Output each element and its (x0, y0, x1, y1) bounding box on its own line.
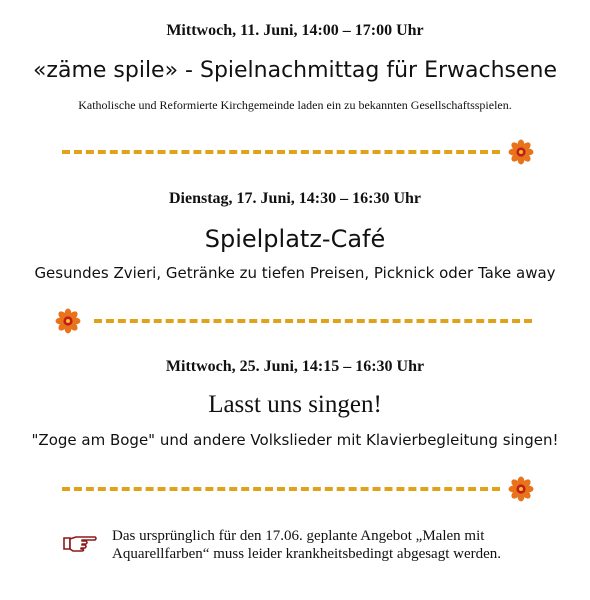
event-1-date: Mittwoch, 11. Juni, 14:00 – 17:00 Uhr (166, 22, 424, 39)
event-1-title: «zäme spile» - Spielnachmittag für Erwachsene (32, 58, 558, 83)
event-3-title: Lasst uns singen! (208, 391, 382, 418)
separator-3 (62, 487, 500, 491)
cancellation-notice: Das ursprünglich für den 17.06. geplante Angebot „Malen mit Aquarellfarben“ muss leider krankheitsbedingt abgesagt werden. (112, 528, 502, 562)
separator-2 (94, 319, 532, 323)
pointing-hand-icon (62, 533, 98, 553)
event-3-description: "Zoge am Boge" und andere Volkslieder mit Klavierbegleitung singen! (31, 431, 559, 449)
event-3-date: Mittwoch, 25. Juni, 14:15 – 16:30 Uhr (165, 358, 425, 375)
separator-1 (62, 150, 500, 154)
event-1-description: Katholische und Reformierte Kirchgemeinde laden ein zu bekannten Gesellschaftsspielen. (78, 98, 512, 112)
flower-icon (508, 476, 534, 502)
event-2-title: Spielplatz-Café (204, 225, 386, 253)
flower-icon (508, 139, 534, 165)
event-2-date: Dienstag, 17. Juni, 14:30 – 16:30 Uhr (168, 190, 421, 207)
event-2-description: Gesundes Zvieri, Getränke zu tiefen Preisen, Picknick oder Take away (34, 264, 556, 282)
flower-icon (55, 308, 81, 334)
